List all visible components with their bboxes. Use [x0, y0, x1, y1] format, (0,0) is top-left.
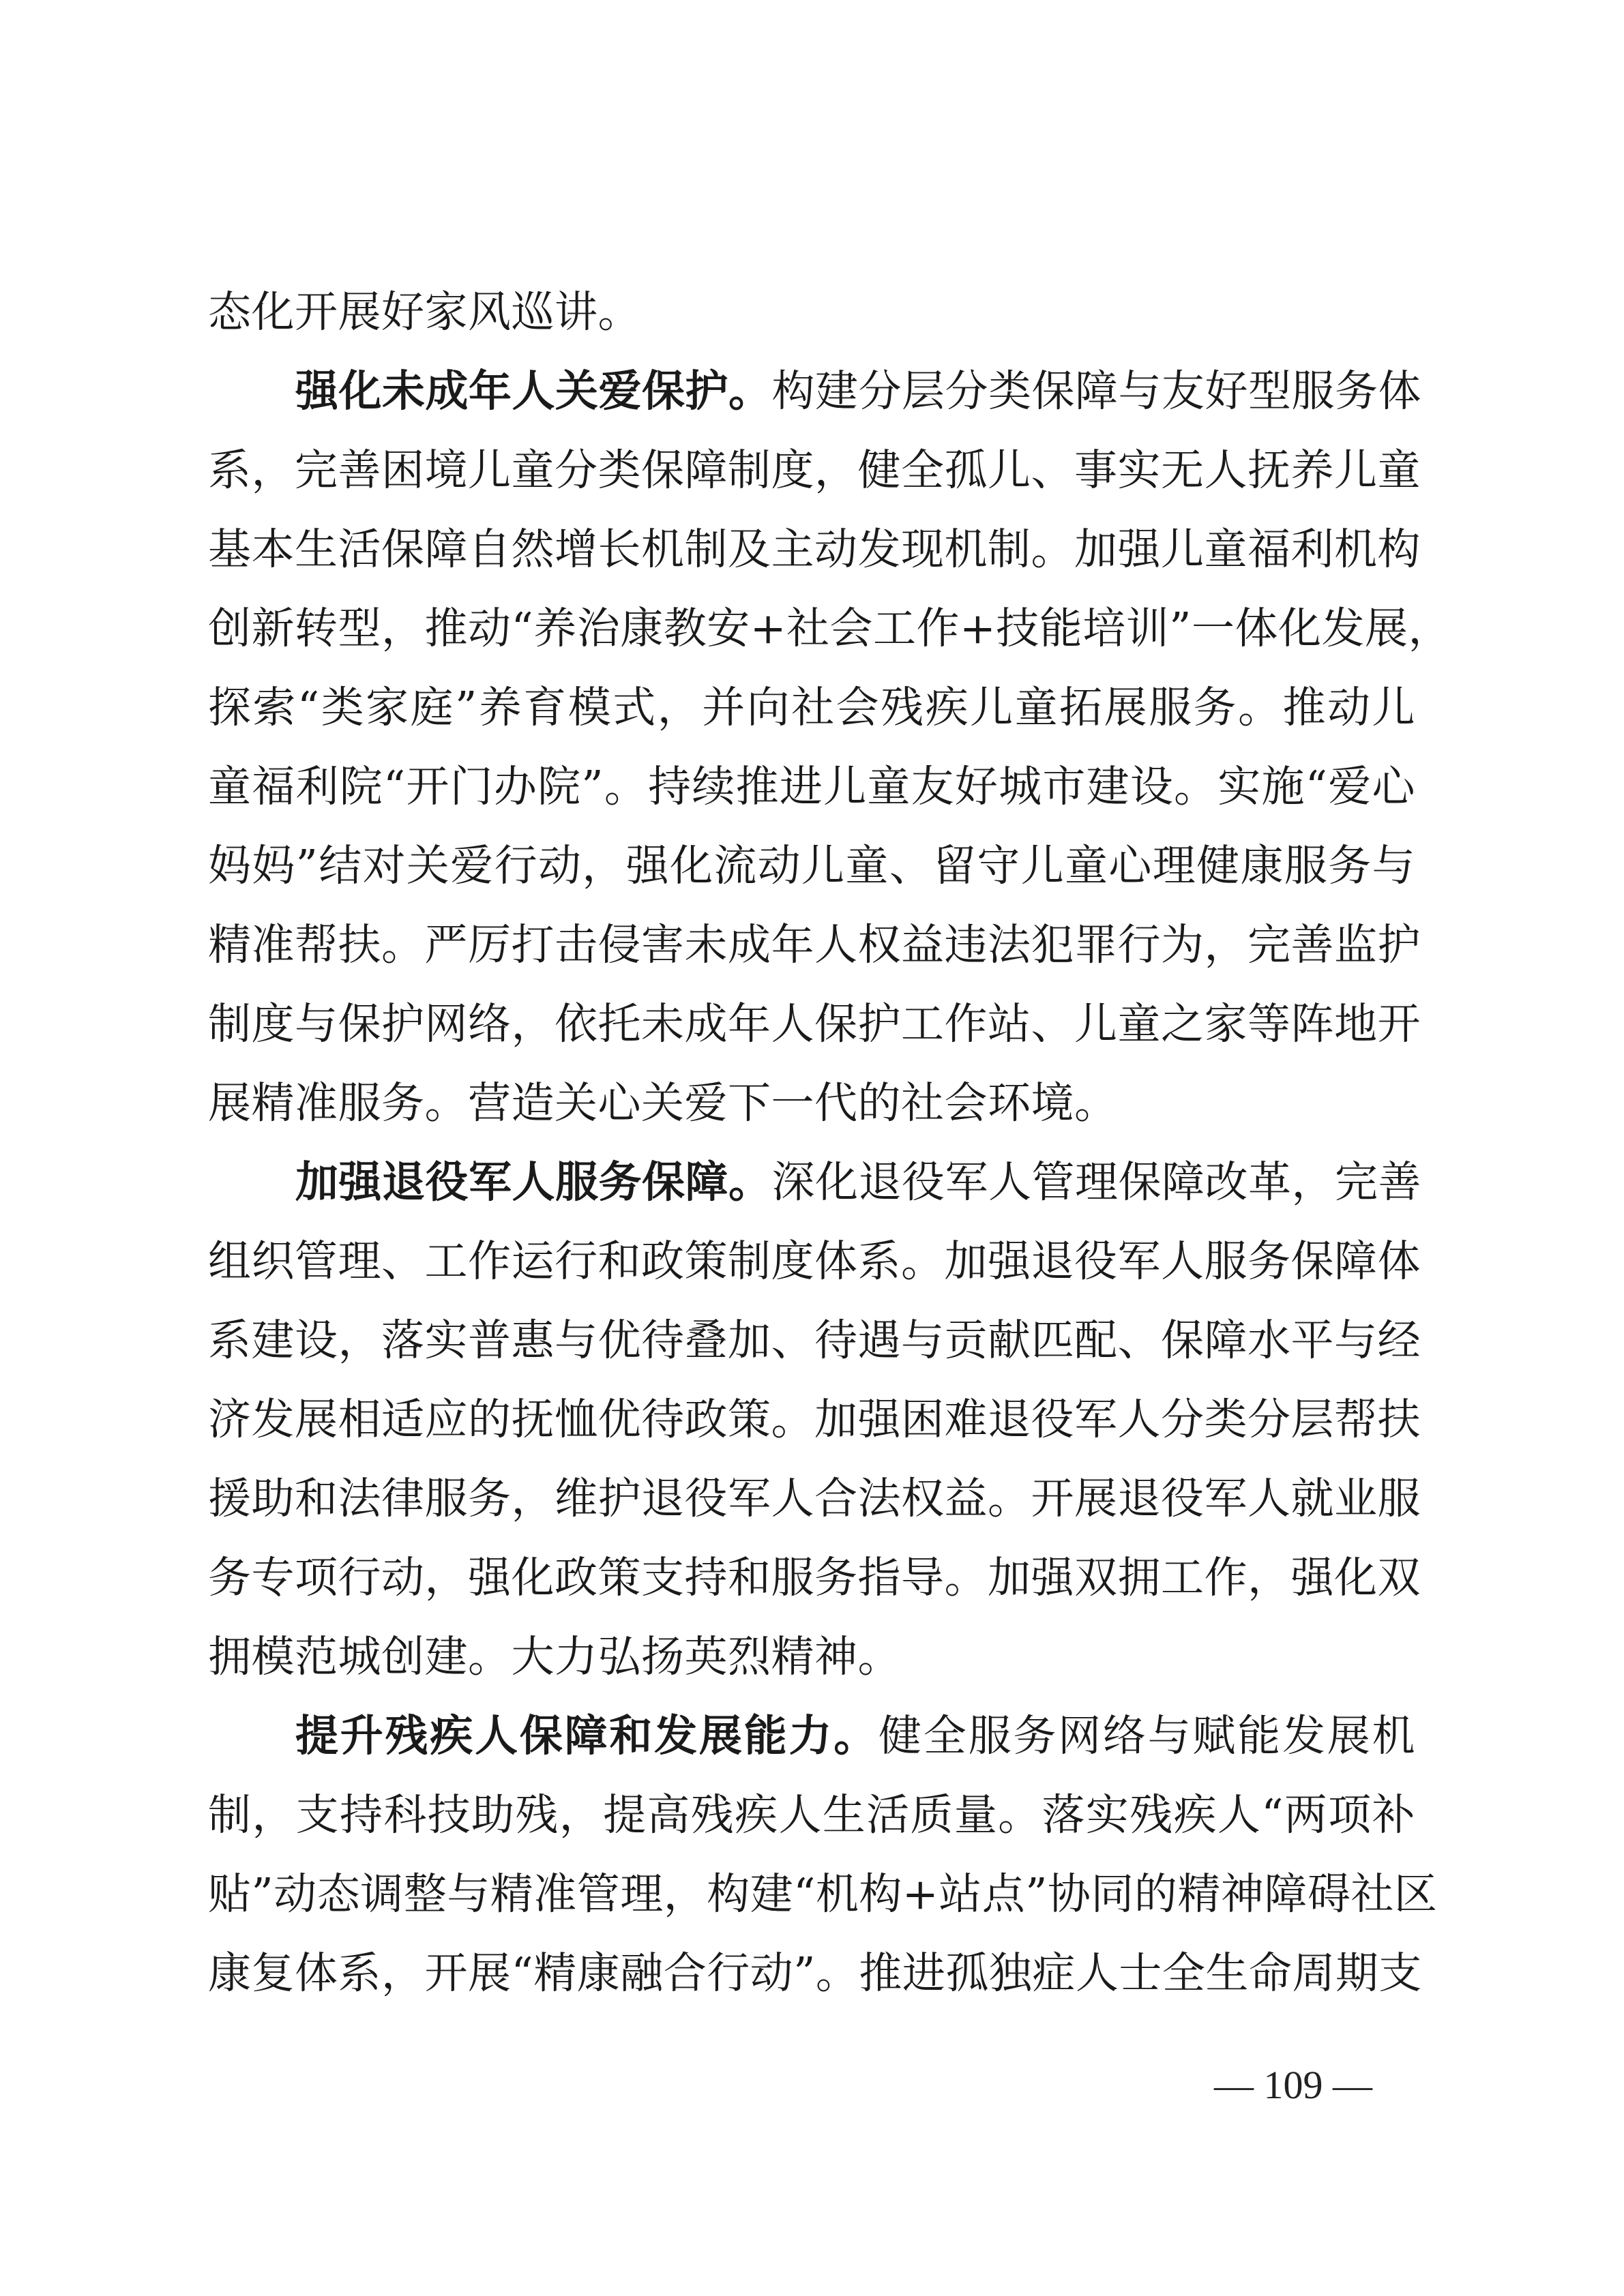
text-line: 系建设，落实普惠与优待叠加、待遇与贡献匹配、保障水平与经: [208, 1315, 1421, 1365]
text-line: 童福利院“开门办院”。持续推进儿童友好城市建设。实施“爱心: [208, 762, 1415, 811]
paragraph-first-line: [208, 1697, 1415, 1776]
text-line: 拥模范城创建。大力弘扬英烈精神。: [208, 1632, 901, 1682]
text-line: 精准帮扶。严厉打击侵害未成年人权益违法犯罪行为，完善监护: [208, 920, 1421, 970]
paragraph-first-line: [208, 1143, 1421, 1222]
paragraph-first-line: [208, 352, 1421, 431]
text-line: 务专项行动，强化政策支持和服务指导。加强双拥工作，强化双: [208, 1553, 1421, 1602]
page-number: — 109 —: [1214, 2063, 1372, 2107]
text-line: 创新转型，推动“养治康教安+社会工作+技能培训”一体化发展，: [208, 603, 1451, 653]
text-line: 制度与保护网络，依托未成年人保护工作站、儿童之家等阵地开: [208, 999, 1421, 1049]
text-line: 制，支持科技助残，提高残疾人生活质量。落实残疾人“两项补: [208, 1790, 1415, 1840]
text-line: 济发展相适应的抚恤优待政策。加强困难退役军人分类分层帮扶: [208, 1395, 1421, 1444]
text-span: 深化退役军人管理保障改革，完善: [771, 1157, 1421, 1207]
text-line: 妈妈”结对关爱行动，强化流动儿童、留守儿童心理健康服务与: [208, 841, 1415, 891]
text-span: 构建分层分类保障与友好型服务体: [771, 366, 1421, 416]
text-line: 探索“类家庭”养育模式，并向社会残疾儿童拓展服务。推动儿: [208, 683, 1415, 732]
section-heading: 强化未成年人关爱保护。: [295, 366, 772, 416]
body-text: [208, 273, 1451, 2013]
text-line: 态化开展好家风巡讲。: [208, 287, 641, 337]
section-heading: 加强退役军人服务保障。: [295, 1157, 772, 1207]
text-line: 康复体系，开展“精康融合行动”。推进孤独症人士全生命周期支: [208, 1948, 1422, 1998]
text-line: 援助和法律服务，维护退役军人合法权益。开展退役军人就业服: [208, 1474, 1421, 1523]
section-heading: 提升残疾人保障和发展能力。: [295, 1711, 879, 1761]
text-line: 组织管理、工作运行和政策制度体系。加强退役军人服务保障体: [208, 1236, 1421, 1286]
text-line: 基本生活保障自然增长机制及主动发现机制。加强儿童福利机构: [208, 524, 1421, 574]
text-line: 系，完善困境儿童分类保障制度，健全孤儿、事实无人抚养儿童: [208, 445, 1421, 495]
text-line: 贴”动态调整与精准管理，构建“机构+站点”协同的精神障碍社区: [208, 1869, 1438, 1919]
text-line: 展精准服务。营造关心关爱下一代的社会环境。: [208, 1078, 1118, 1128]
text-span: 健全服务网络与赋能发展机: [879, 1711, 1416, 1761]
